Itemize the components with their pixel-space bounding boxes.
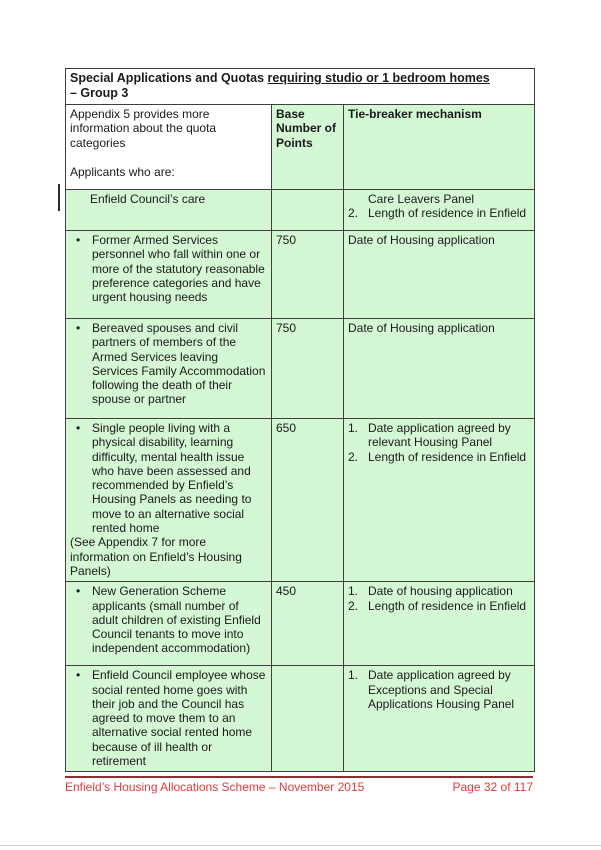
tiebreaker-cell xyxy=(344,231,535,319)
header-categories-para1: Appendix 5 provides more information about the quota categories xyxy=(70,107,217,150)
tiebreaker-number xyxy=(348,192,368,206)
tiebreaker-cell xyxy=(344,190,535,231)
category-cell xyxy=(66,231,272,319)
tiebreaker-text: Length of residence in Enfield xyxy=(368,598,527,613)
table-row-council-employee xyxy=(66,666,535,772)
table-title-row xyxy=(66,69,535,105)
header-cell-categories xyxy=(66,105,272,190)
tiebreaker-text: Care Leavers Panel xyxy=(368,192,475,206)
header-categories-para2: Applicants who are: xyxy=(70,164,175,179)
footer-rule xyxy=(65,776,533,778)
category-text: Former Armed Services personnel who fall within one or more of the statutory reasonable preference categories and have urgent housing needs xyxy=(92,233,265,305)
points-cell xyxy=(272,190,344,231)
category-cell xyxy=(66,319,272,419)
points-cell xyxy=(272,666,344,772)
table-header-row xyxy=(66,105,535,190)
tiebreaker-cell xyxy=(344,319,535,419)
tiebreaker-text: Date application agreed by Exceptions and Special Applications Housing Panel xyxy=(368,668,515,711)
header-cell-tiebreaker: Tie-breaker mechanism xyxy=(344,105,535,190)
category-list-item xyxy=(70,421,267,535)
table-title-plain: Special Applications and Quotas xyxy=(70,71,268,85)
table-row-care xyxy=(66,190,535,231)
tiebreaker-item xyxy=(348,450,530,464)
points-cell: 750 xyxy=(272,231,344,319)
category-list-item xyxy=(70,668,267,768)
table-row-single-disability xyxy=(66,419,535,582)
points-cell: 650 xyxy=(272,419,344,582)
tiebreaker-number: 2. xyxy=(348,449,359,464)
tiebreaker-text: Length of residence in Enfield xyxy=(368,206,527,221)
tiebreaker-item xyxy=(348,206,530,220)
bullet-icon: • xyxy=(76,668,81,683)
tiebreaker-number: 2. xyxy=(348,206,359,221)
footer-page-number: Page 32 of 117 xyxy=(452,780,533,794)
table-row-armed-services xyxy=(66,231,535,319)
page-footer xyxy=(65,780,533,794)
category-cell xyxy=(66,190,272,231)
category-text: Enfield Council employee whose social rented home goes with their job and the Council has agreed to move them to an alternative social rented home because of ill health or retirement xyxy=(92,668,266,769)
table-row-bereaved-spouses xyxy=(66,319,535,419)
tiebreaker-cell xyxy=(344,419,535,582)
category-cell xyxy=(66,419,272,582)
category-note: (See Appendix 7 for more information on Enfield’s Housing Panels) xyxy=(70,535,242,578)
revision-change-bar xyxy=(58,184,60,211)
tiebreaker-text: Date application agreed by relevant Housing Panel xyxy=(368,421,511,450)
points-cell: 750 xyxy=(272,319,344,419)
tiebreaker-item xyxy=(348,192,530,206)
tiebreaker-number: 2. xyxy=(348,598,359,613)
category-cell xyxy=(66,582,272,666)
tiebreaker-text: Date of housing application xyxy=(368,584,513,599)
category-text: New Generation Scheme applicants (small number of adult children of existing Enfield Council tenants to move into independent accommodation) xyxy=(92,584,261,656)
tiebreaker-number: 1. xyxy=(348,421,359,435)
page-bottom-edge xyxy=(0,845,601,846)
bullet-icon: • xyxy=(76,233,81,247)
tiebreaker-item xyxy=(348,599,530,613)
tiebreaker-text: Date of Housing application xyxy=(348,233,495,247)
bullet-icon: • xyxy=(76,584,81,599)
footer-document-title: Enfield’s Housing Allocations Scheme – November 2015 xyxy=(65,780,365,794)
tiebreaker-number: 1. xyxy=(348,668,359,683)
category-cell xyxy=(66,666,272,772)
category-text: Bereaved spouses and civil partners of members of the Armed Services leaving Services Family Accommodation following the death of their spouse or partner xyxy=(92,321,266,407)
bullet-icon: • xyxy=(76,321,81,335)
category-list-item xyxy=(70,233,267,304)
table-title-line2: – Group 3 xyxy=(70,86,129,100)
tiebreaker-item xyxy=(348,668,530,711)
tiebreaker-item xyxy=(348,421,530,450)
tiebreaker-text: Date of Housing application xyxy=(348,321,495,335)
table-row-new-generation xyxy=(66,582,535,666)
header-cell-points: Base Number of Points xyxy=(272,105,344,190)
table-title-underlined: requiring studio or 1 bedroom homes xyxy=(267,71,490,85)
category-list-item xyxy=(70,584,267,655)
points-cell: 450 xyxy=(272,582,344,666)
category-text: Single people living with a physical disability, learning difficulty, mental health issue who have been assessed and recommended by Enfield’s Housing Panels as needing to move to an alternative social rented home xyxy=(92,421,252,536)
table-title-cell xyxy=(66,69,535,105)
quota-table xyxy=(65,68,535,772)
tiebreaker-cell xyxy=(344,582,535,666)
category-text: Enfield Council’s care xyxy=(90,192,206,206)
tiebreaker-cell xyxy=(344,666,535,772)
bullet-icon: • xyxy=(76,421,81,435)
tiebreaker-item xyxy=(348,584,530,598)
tiebreaker-text: Length of residence in Enfield xyxy=(368,449,527,464)
tiebreaker-number: 1. xyxy=(348,584,359,599)
category-list-item xyxy=(70,321,267,407)
